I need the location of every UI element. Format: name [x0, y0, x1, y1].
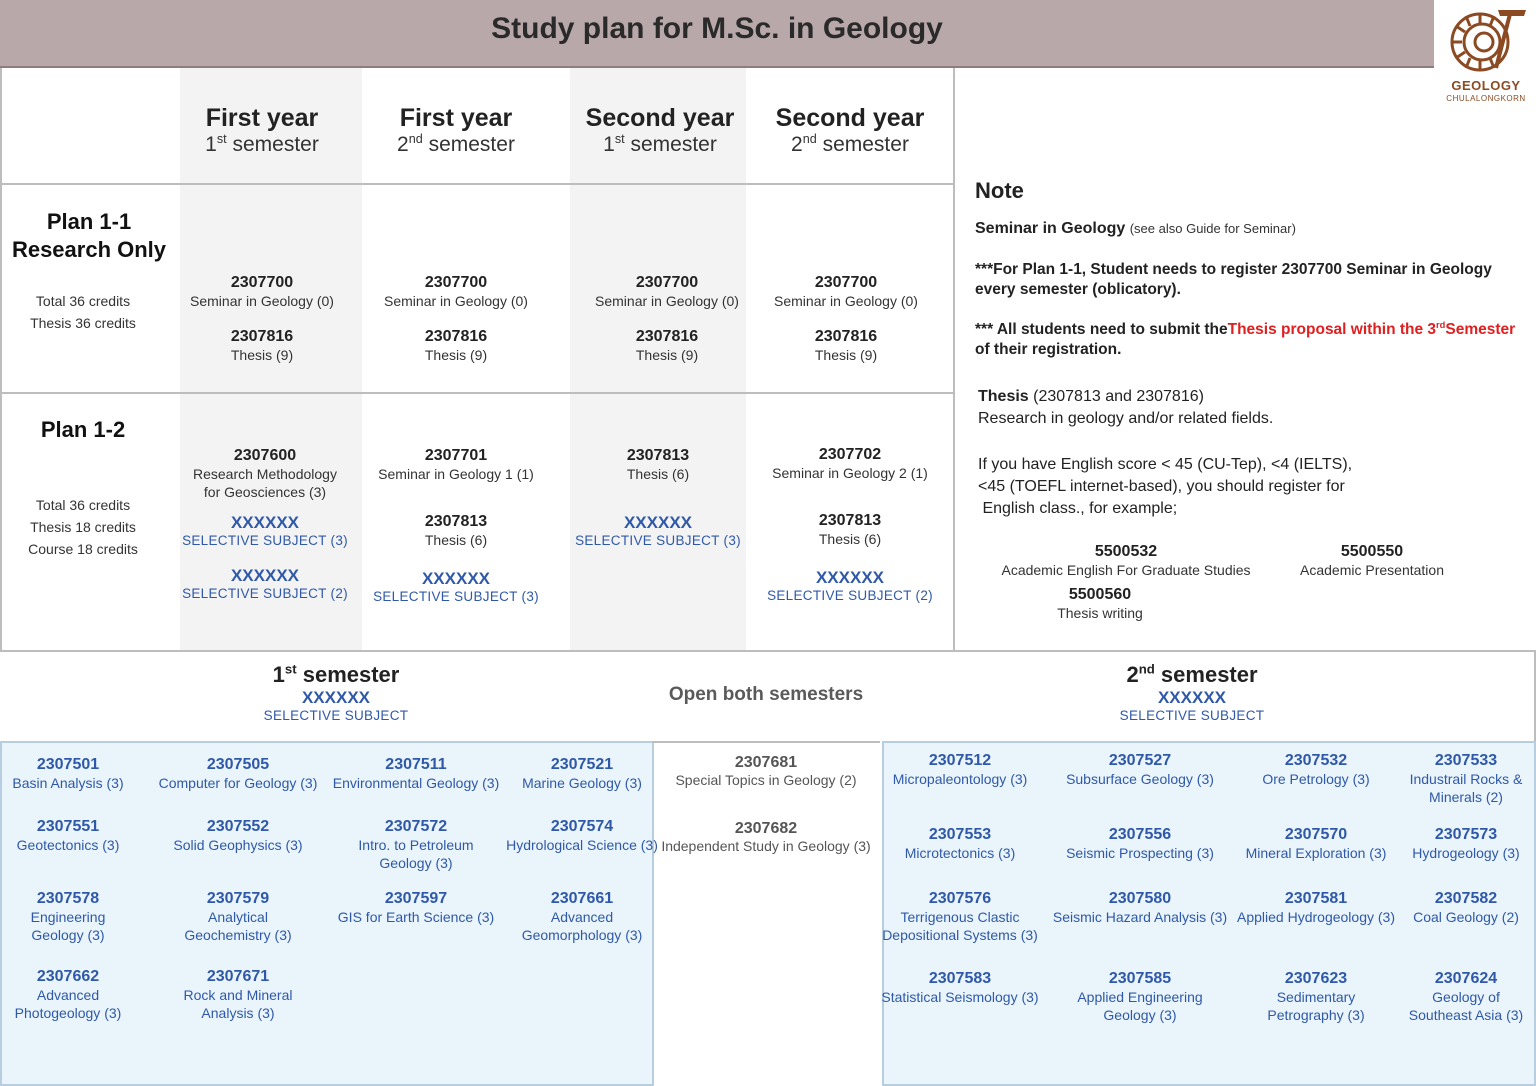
course-item: [493, 890, 671, 944]
header-year: Second year: [585, 104, 735, 132]
note-seminar: Seminar in Geology (see also Guide for Seminar): [975, 220, 1296, 237]
plan11-course-cell: 2307700 Seminar in Geology (0) 2307816 Thesis (9): [384, 274, 528, 363]
course-name: Independent Study in Geology (3): [661, 838, 871, 854]
course-code: 2307511: [385, 756, 447, 773]
course-name: Applied Engineering: [1077, 989, 1203, 1005]
course-name: Applied Hydrogeology (3): [1237, 909, 1395, 925]
course-item: [149, 818, 327, 854]
course-name: Advanced: [36, 987, 100, 1003]
note-thesis: Thesis (2307813 and 2307816) Research in geology and/or related fields.: [978, 388, 1274, 427]
header-year2-sem1: [570, 104, 750, 157]
plan12-credits: Total 36 credits Thesis 18 credits Course 18 credits: [28, 497, 138, 557]
bottom-sem1-header: 1st semester XXXXXX SELECTIVE SUBJECT: [263, 661, 409, 723]
header-semester: 2nd semester: [791, 132, 909, 156]
course-item: [327, 756, 505, 792]
course-name: Engineering: [30, 909, 106, 925]
course-name: Coal Geology (2): [1413, 909, 1519, 925]
course-name: Minerals (2): [1429, 789, 1503, 805]
course-code: 2307681: [734, 754, 798, 771]
course-item: [149, 756, 327, 792]
course-item: [0, 756, 157, 792]
course-name: Sedimentary: [1276, 989, 1356, 1005]
open-course-item: [652, 820, 880, 854]
note-course: 5500550 Academic Presentation: [1300, 543, 1444, 578]
course-name: Intro. to Petroleum: [358, 837, 474, 853]
course-name: Microtectonics (3): [904, 845, 1016, 861]
course-code: 2307623: [1284, 970, 1348, 987]
plan12-col2: 2307701 Seminar in Geology 1 (1) 2307813 Thesis (6) XXXXXX SELECTIVE SUBJECT (3): [373, 447, 539, 604]
course-name: Industrail Rocks &: [1409, 771, 1523, 787]
course-item: [149, 968, 327, 1022]
divider: [0, 392, 953, 394]
course-code: 2307551: [36, 818, 100, 835]
course-name: Geology (3): [31, 927, 105, 943]
course-code: 2307576: [928, 890, 992, 907]
course-name: Statistical Seismology (3): [881, 989, 1039, 1005]
course-item: [149, 890, 327, 944]
course-item: [871, 890, 1049, 944]
course-item: [1377, 826, 1536, 862]
course-code: 2307572: [384, 818, 448, 835]
course-item: [493, 818, 671, 854]
course-code: 2307505: [206, 756, 270, 773]
plan12-title: Plan 1-2: [40, 417, 126, 442]
course-name: Geochemistry (3): [184, 927, 292, 943]
course-name: Basin Analysis (3): [12, 775, 124, 791]
geology-logo: [1438, 2, 1534, 106]
course-code: 2307556: [1108, 826, 1172, 843]
course-name: GIS for Earth Science (3): [337, 909, 495, 925]
course-name: Seismic Hazard Analysis (3): [1052, 909, 1228, 925]
course-item: [0, 890, 157, 944]
course-code: 2307661: [550, 890, 614, 907]
open-course-item: [652, 754, 880, 788]
course-item: [871, 970, 1049, 1006]
course-code: 2307574: [550, 818, 614, 835]
course-code: 2307573: [1434, 826, 1498, 843]
course-code: 2307512: [928, 752, 992, 769]
open-course-box: [652, 741, 880, 1084]
course-item: [1377, 752, 1536, 806]
course-code: 2307579: [206, 890, 270, 907]
course-name: Advanced: [550, 909, 614, 925]
course-code: 2307570: [1284, 826, 1348, 843]
note-course: 5500560 Thesis writing: [1057, 586, 1143, 621]
course-code: 2307581: [1284, 890, 1348, 907]
course-code: 2307533: [1434, 752, 1498, 769]
header-semester: 2nd semester: [397, 132, 515, 156]
course-name: Geomorphology (3): [521, 927, 643, 943]
course-name: Subsurface Geology (3): [1066, 771, 1214, 787]
note-rule1: ***For Plan 1-1, Student needs to register 2307700 Seminar in Geology every semester (oblicatory).: [975, 261, 1492, 298]
course-name: Hydrological Science (3): [506, 837, 658, 853]
course-name: Terrigenous Clastic: [900, 909, 1020, 925]
course-item: [1051, 970, 1229, 1024]
divider: [0, 650, 1536, 652]
header-year1-sem1: [172, 104, 352, 157]
course-name: Analysis (3): [201, 1005, 275, 1021]
course-code: 2307553: [928, 826, 992, 843]
course-code: 2307585: [1108, 970, 1172, 987]
course-name: Geotectonics (3): [16, 837, 120, 853]
note-english: If you have English score < 45 (CU-Tep), <4 (IELTS), <45 (TOEFL internet-based), you should register for English class., for example;: [978, 456, 1353, 517]
course-name: Hydrogeology (3): [1412, 845, 1520, 861]
course-item: [327, 818, 505, 872]
course-item: [871, 752, 1049, 788]
course-code: 2307501: [36, 756, 100, 773]
course-item: [1051, 890, 1229, 926]
course-name: Depositional Systems (3): [882, 927, 1038, 943]
header-semester: 1st semester: [603, 132, 717, 156]
course-code: 2307662: [36, 968, 100, 985]
plan11-course-cell: 2307700 Seminar in Geology (0) 2307816 Thesis (9): [774, 274, 918, 363]
plan12-col1: 2307600 Research Methodology for Geosciences (3) XXXXXX SELECTIVE SUBJECT (3) XXXXXX SELECTIVE SUBJECT (2): [182, 447, 348, 601]
course-name: Geology (3): [1103, 1007, 1177, 1023]
logo-line2: CHULALONGKORN: [1446, 94, 1526, 103]
course-name: Solid Geophysics (3): [173, 837, 303, 853]
course-code: 2307552: [206, 818, 270, 835]
plan12-col4: 2307702 Seminar in Geology 2 (1) 2307813 Thesis (6) XXXXXX SELECTIVE SUBJECT (2): [767, 446, 933, 603]
course-code: 2307583: [928, 970, 992, 987]
course-item: [871, 826, 1049, 862]
course-name: Special Topics in Geology (2): [675, 772, 857, 788]
course-code: 2307671: [206, 968, 270, 985]
course-code: 2307682: [734, 820, 798, 837]
header-year: First year: [205, 104, 319, 132]
course-code: 2307532: [1284, 752, 1348, 769]
course-item: [1377, 970, 1536, 1024]
header-year1-sem2: [366, 104, 546, 157]
course-code: 2307580: [1108, 890, 1172, 907]
page-title: Study plan for M.Sc. in Geology: [491, 12, 943, 45]
course-code: 2307527: [1108, 752, 1172, 769]
course-name: Analytical: [208, 909, 268, 925]
course-name: Mineral Exploration (3): [1245, 845, 1387, 861]
plan11-title: Plan 1-1 Research Only: [11, 209, 167, 262]
header-semester: 1st semester: [205, 132, 319, 156]
course-item: [0, 818, 157, 854]
header-year: First year: [399, 104, 513, 132]
header-year2-sem2: [756, 104, 944, 157]
course-item: [1051, 752, 1229, 788]
course-name: Marine Geology (3): [522, 775, 642, 791]
bottom-sem2-header: 2nd semester XXXXXX SELECTIVE SUBJECT: [1119, 661, 1265, 723]
course-name: Geology of: [1432, 989, 1500, 1005]
plan11-credits: Total 36 credits Thesis 36 credits: [30, 293, 136, 331]
plan12-col3: 2307813 Thesis (6) XXXXXX SELECTIVE SUBJECT (3): [575, 447, 741, 548]
course-name: Micropaleontology (3): [892, 771, 1028, 787]
course-name: Petrography (3): [1267, 1007, 1365, 1023]
course-name: Rock and Mineral: [183, 987, 293, 1003]
title-bar: [0, 0, 1434, 68]
course-code: 2307582: [1434, 890, 1498, 907]
divider: [0, 183, 953, 185]
note-course: 5500532 Academic English For Graduate Studies: [1001, 543, 1251, 578]
course-name: Seismic Prospecting (3): [1066, 845, 1214, 861]
course-name: Southeast Asia (3): [1408, 1007, 1524, 1023]
course-name: Environmental Geology (3): [332, 775, 500, 791]
note-heading: Note: [975, 178, 1024, 203]
header-year: Second year: [775, 104, 925, 132]
divider: [953, 68, 955, 652]
course-item: [1051, 826, 1229, 862]
course-name: Photogeology (3): [14, 1005, 122, 1021]
note-rule2: *** All students need to submit theThesis proposal within the 3rdSemester of their registration.: [975, 319, 1516, 358]
plan11-course-cell: 2307700 Seminar in Geology (0) 2307816 Thesis (9): [595, 274, 739, 363]
course-code: 2307624: [1434, 970, 1498, 987]
course-name: Computer for Geology (3): [158, 775, 318, 791]
course-name: Ore Petrology (3): [1262, 771, 1370, 787]
ammonite-hammer-icon: [1438, 2, 1534, 80]
course-item: [327, 890, 505, 926]
course-code: 2307597: [384, 890, 448, 907]
course-name: Geology (3): [379, 855, 453, 871]
plan11-course-cell: 2307700 Seminar in Geology (0) 2307816 Thesis (9): [190, 274, 334, 363]
course-item: [0, 968, 157, 1022]
course-code: 2307578: [36, 890, 100, 907]
logo-line1: GEOLOGY: [1451, 78, 1521, 93]
course-item: [1377, 890, 1536, 926]
course-code: 2307521: [550, 756, 614, 773]
course-item: [493, 756, 671, 792]
open-both-semesters: Open both semesters: [668, 684, 864, 705]
divider: [0, 68, 2, 652]
